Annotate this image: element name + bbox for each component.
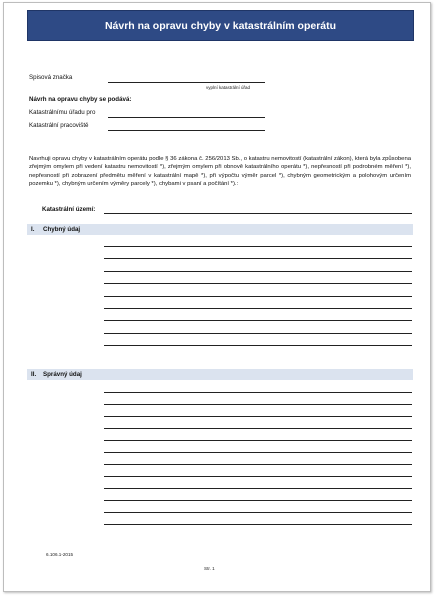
entry-line[interactable]: [104, 404, 412, 405]
document-page: [3, 2, 431, 592]
entry-line[interactable]: [104, 512, 412, 513]
office-field[interactable]: [108, 117, 265, 118]
office-label: Katastrálnímu úřadu pro: [29, 109, 96, 116]
entry-line[interactable]: [104, 345, 412, 346]
entry-line[interactable]: [104, 308, 412, 309]
entry-line[interactable]: [104, 333, 412, 334]
section-name: Chybný údaj: [43, 226, 81, 233]
entry-line[interactable]: [104, 476, 412, 477]
entry-line[interactable]: [104, 500, 412, 501]
workplace-field[interactable]: [108, 130, 265, 131]
section-correct: [27, 369, 413, 380]
form-code: 6.106.1-2015: [46, 552, 74, 557]
workplace-label: Katastrální pracoviště: [29, 122, 89, 129]
cadastral-area-label: Katastrální území:: [42, 206, 96, 213]
entry-line[interactable]: [104, 440, 412, 441]
entry-line[interactable]: [104, 271, 412, 272]
entry-line[interactable]: [104, 452, 412, 453]
section-name: Správný údaj: [43, 371, 82, 378]
form-title-text: Návrh na opravu chyby v katastrálním operátu: [104, 19, 337, 32]
cadastral-area-field[interactable]: [104, 213, 412, 214]
entry-line[interactable]: [104, 320, 412, 321]
section-erroneous: [27, 224, 413, 235]
entry-line[interactable]: [104, 428, 412, 429]
entry-line[interactable]: [104, 296, 412, 297]
form-title: [27, 10, 414, 41]
entry-line[interactable]: [104, 246, 412, 247]
submit-heading: Návrh na opravu chyby se podává:: [29, 96, 132, 103]
section-number: I.: [31, 226, 35, 233]
entry-line[interactable]: [104, 392, 412, 393]
entry-line[interactable]: [104, 464, 412, 465]
proposal-paragraph: Navrhuji opravu chyby v katastrálním operátu podle § 36 zákona č. 256/2013 Sb., o katastru nemovitostí (katastrální zákon), která byla způsobena zřejmým omylem při vedení katastru nemovitostí *), zřejmým omylem při obnově katastrálního operátu *), nepřesností při podrobném měření *), nepřesností při zobrazení předmětu měření v katastrální mapě *), při výpočtu výměr parcel *), chybným geometrickým a polohovým určením pozemku *), chybným určením výměry parcely *), chybami v psaní a počítání *).:: [29, 156, 411, 187]
entry-line[interactable]: [104, 416, 412, 417]
entry-line[interactable]: [104, 524, 412, 525]
file-ref-field[interactable]: [108, 82, 265, 83]
entry-line[interactable]: [104, 488, 412, 489]
office-caption: vyplní katastrální úřad: [206, 85, 251, 90]
file-ref-label: Spisová značka: [29, 74, 73, 81]
entry-line[interactable]: [104, 283, 412, 284]
section-number: II.: [31, 371, 37, 378]
page-number: Str. 1: [204, 566, 215, 571]
entry-line[interactable]: [104, 258, 412, 259]
